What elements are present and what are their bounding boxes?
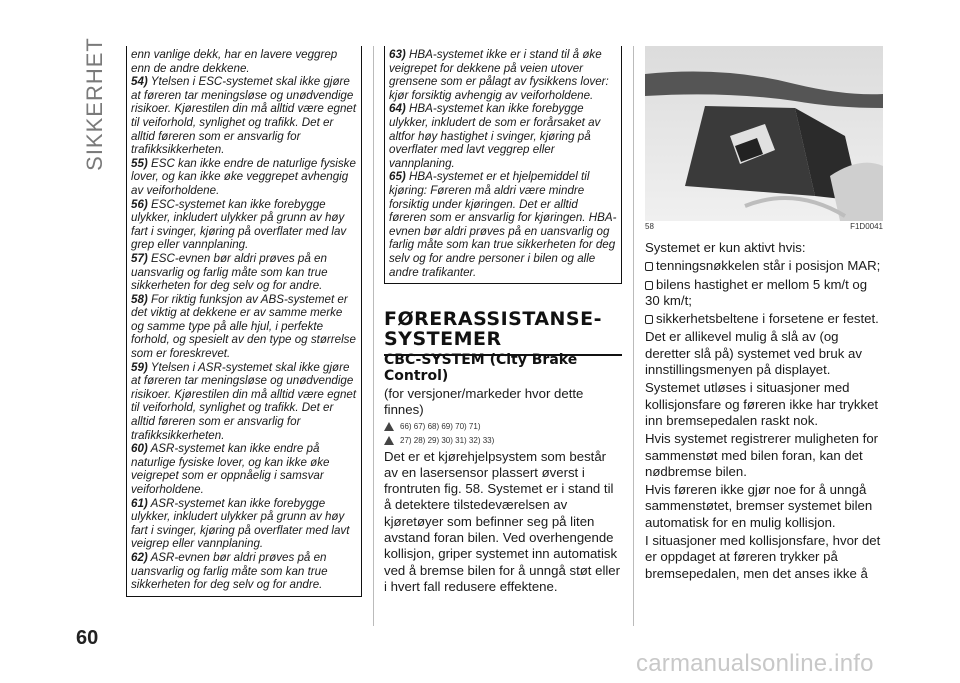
warning-item: 61) ASR-systemet kan ikke forebygge ulykker, inkludert ulykker på grunn av høy fart i svinger, kjøring på overflater med lavt veigrep eller vannplaning. bbox=[131, 496, 350, 551]
conditions-lead: Systemet er kun aktivt hvis: bbox=[645, 240, 806, 255]
column-divider bbox=[633, 46, 634, 626]
body-paragraph: Det er et kjørehjelpsystem som består av en lasersensor plassert øverst i frontruten fig. 58. Systemet er i stand til å detektere tilstedeværelsen av kjøretøyer som befinner seg på liten avstand foran bilen. Ved overhengende kollisjon, griper systemet inn automatisk ved å bremse bilen for å unngå støt eller i hvert fall redusere effektene. bbox=[384, 448, 621, 594]
section-heading: FØRERASSISTANSE-SYSTEMER bbox=[384, 309, 622, 356]
caution-references: 27) 28) 29) 30) 31) 32) 33) bbox=[384, 435, 622, 447]
warning-item: 54) Ytelsen i ESC-systemet skal ikke gjøre at føreren tar meningsløse og unødvendige risikoer. Kjørestilen din må alltid være egnet til veiforhold, synlighet og trafikk. Det er alltid føreren som er ansvarlig for trafikksikkerheten. bbox=[131, 75, 357, 157]
warning-box-2 bbox=[384, 46, 622, 284]
warning-references: 66) 67) 68) 69) 70) 71) bbox=[384, 421, 622, 433]
column-1 bbox=[126, 46, 362, 597]
figure-windscreen-sensor bbox=[645, 46, 883, 221]
body-paragraph: Systemet utløses i situasjoner med kollisjonsfare og føreren ikke har trykket inn bremsepedalen raskt nok. bbox=[645, 380, 879, 428]
figure-code: F1D0041 bbox=[850, 222, 883, 231]
checkbox-bullet-icon bbox=[645, 315, 653, 324]
warning-item: 55) ESC kan ikke endre de naturlige fysiske lover, og kan ikke øke veggrepet avhengig av veiforholdene. bbox=[131, 156, 356, 197]
warning-item: 60) ASR-systemet kan ikke endre på naturlige fysiske lover, og kan ikke øke veigrepet som er oppnåelig i samsvar veiforholdene. bbox=[131, 442, 330, 496]
body-paragraph: Det er allikevel mulig å slå av (og deretter slå på) systemet ved bruk av innstillingsmenyen på displayet. bbox=[645, 329, 862, 378]
warning-item: 64) HBA-systemet kan ikke forebygge ulykker, inkludert de som er forårsaket av altfor høy hastighet i svinger, kjøring på overflater med lavt veggrep eller vannplaning. bbox=[389, 102, 601, 170]
page-number: 60 bbox=[76, 627, 99, 649]
warning-triangle-icon bbox=[384, 422, 394, 431]
body-paragraph: Hvis systemet registrerer muligheten for sammenstøt med bilen foran, kan det nødbremse bilen. bbox=[645, 431, 879, 479]
warning-intro: enn vanlige dekk, har en lavere veggrep enn de andre dekkene. bbox=[131, 48, 338, 75]
warning-item: 56) ESC-systemet kan ikke forebygge ulykker, inkludert ulykker på grunn av høy fart i svinger, kjøring på overflater med lav grep eller vannplaning. bbox=[131, 197, 347, 252]
checkbox-bullet-icon bbox=[645, 262, 653, 271]
availability-note: (for versjoner/markeder hvor dette finnes) bbox=[384, 386, 584, 418]
site-watermark: carmanualsonline.info bbox=[636, 650, 874, 677]
column-divider bbox=[373, 46, 374, 626]
laser-sensor-illustration bbox=[645, 46, 883, 221]
condition-item: tenningsnøkkelen står i posisjon MAR; bbox=[645, 258, 883, 274]
warning-item: 58) For riktig funksjon av ABS-systemet er det viktig at dekkene er av samme merke og samme type på alle hjul, i perfekte forhold, og spesielt av den type og størrelse som er foreskrevet. bbox=[131, 292, 356, 361]
subsection-heading: CBC-SYSTEM (City Brake Control) bbox=[384, 352, 578, 384]
warning-item: 65) HBA-systemet er et hjelpemiddel til kjøring: Føreren må aldri være mindre forsiktig under kjøringen. Det er alltid føreren som er ansvarlig for kjøringen. HBA-evnen bør aldri prøves på en uansvarlig og farlig måte som kan true sikkerheten for deg selv og for andre personer i bilen og alle andre trafikanter. bbox=[389, 170, 617, 279]
cbc-body bbox=[384, 386, 622, 595]
caution-triangle-icon bbox=[384, 436, 394, 445]
warning-item: 63) HBA-systemet ikke er i stand til å øke veigrepet for dekkene på veien utover grensene som er pålagt av fysikkens lover: kjør forsiktig avhengig av veiforholdene. bbox=[389, 48, 609, 102]
warning-item: 59) Ytelsen i ASR-systemet skal ikke gjøre at føreren tar meningsløse og unødvendige risikoer. Kjørestilen din må alltid være egnet til veiforhold, synlighet og trafikk. Det er alltid føreren som er ansvarlig for trafikksikkerheten. bbox=[131, 360, 357, 442]
body-paragraph: Hvis føreren ikke gjør noe for å unngå sammenstøtet, bremser systemet bilen automatisk for en mulig kollisjon. bbox=[645, 482, 873, 530]
figure-caption bbox=[645, 222, 883, 231]
column-2 bbox=[384, 46, 622, 284]
warning-box-1 bbox=[126, 46, 362, 597]
condition-item: sikkerhetsbeltene i forsetene er festet. bbox=[645, 311, 883, 327]
body-paragraph: I situasjoner med kollisjonsfare, hvor det er oppdaget at føreren trykker på bremsepedalen, men det anses ikke å bbox=[645, 533, 881, 581]
figure-number: 58 bbox=[645, 222, 654, 231]
warning-item: 57) ESC-evnen bør aldri prøves på en uansvarlig og farlig måte som kan true sikkerheten for deg selv og for andre. bbox=[131, 251, 328, 293]
cbc-conditions bbox=[645, 240, 883, 584]
condition-item: bilens hastighet er mellom 5 km/t og 30 km/t; bbox=[645, 276, 868, 308]
warning-item: 62) ASR-evnen bør aldri prøves på en uansvarlig og farlig måte som kan true sikkerheten for deg selv og for andre. bbox=[131, 550, 328, 592]
checkbox-bullet-icon bbox=[645, 281, 653, 290]
section-side-title: SIKKERHET bbox=[82, 37, 107, 171]
